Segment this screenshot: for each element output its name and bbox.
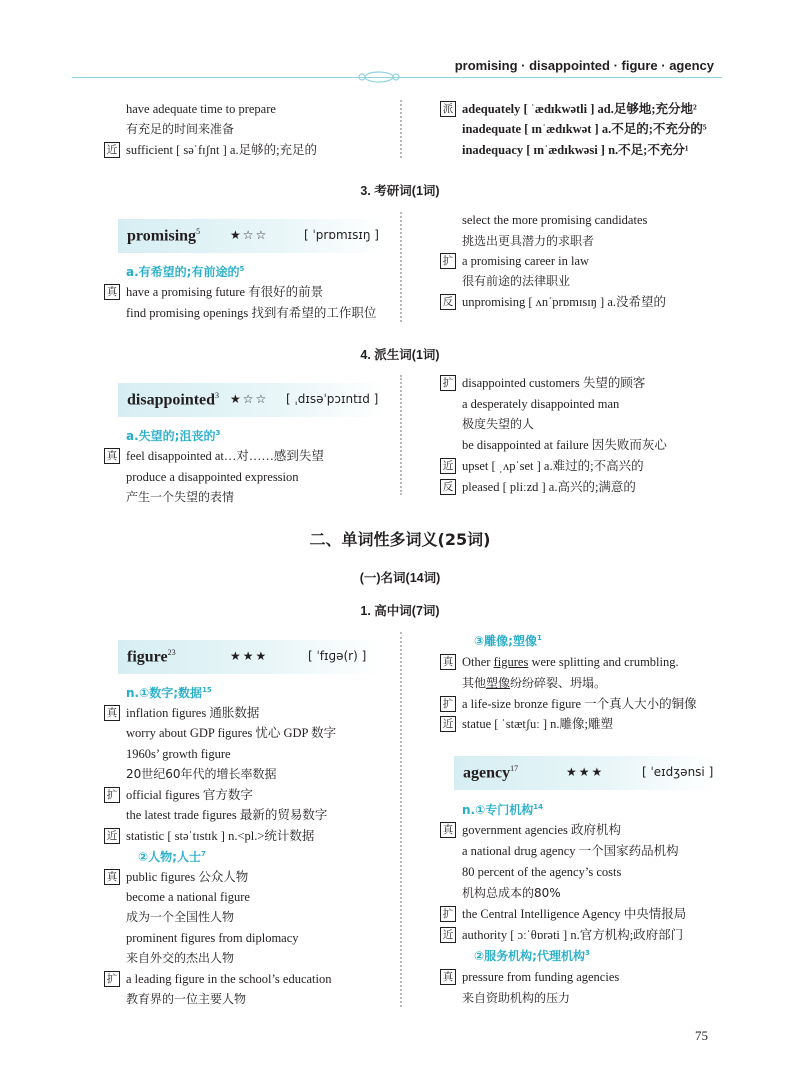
section-heading: 1. 高中词(7词) [360, 604, 440, 618]
example-line: pressure from funding agencies [462, 970, 620, 984]
headword: promising$^5$ [127, 227, 201, 245]
subsection-title: (一)名词(14词) [359, 571, 441, 585]
example-line: 产生一个失望的表情 [126, 490, 235, 504]
tag-real: 真 [104, 869, 120, 885]
sense-label: a.有希望的;有前途的$^5$ [126, 265, 245, 279]
antonym-line: unpromising [ ʌnˈprɒmɪsɪŋ ] a.没希望的 [462, 295, 667, 309]
synonym-line: sufficient [ səˈfɪʃnt ] a.足够的;充足的 [126, 143, 318, 157]
example-line: official figures 官方数字 [126, 788, 253, 802]
tag-extend: 扩 [440, 375, 456, 391]
example-line: find promising openings 找到有希望的工作职位 [126, 306, 377, 320]
headword: agency$^{17}$ [463, 764, 519, 782]
rating-stars: ★☆☆ [230, 228, 269, 242]
tag-derived: 派 [440, 101, 456, 117]
tag-real: 真 [440, 822, 456, 838]
sense-label: a.失望的;沮丧的$^3$ [126, 429, 221, 443]
column-divider [400, 212, 412, 322]
synonym-line: authority [ ɔːˈθɒrəti ] n.官方机构;政府部门 [462, 928, 684, 942]
text-line: have adequate time to prepare [126, 102, 276, 116]
synonym-line: statistic [ stəˈtɪstɪk ] n.<pl.>统计数据 [126, 829, 315, 843]
tag-real: 真 [104, 705, 120, 721]
entry-header-figure [118, 640, 380, 674]
column-divider [400, 100, 412, 158]
example-line: a leading figure in the school’s education [126, 972, 332, 986]
example-line: select the more promising candidates [462, 213, 648, 227]
derived-line: adequately [ ˈædɪkwətli ] ad.足够地;充分地² [462, 102, 697, 116]
phonetic: [ ˈprɒmɪsɪŋ ] [304, 228, 379, 242]
running-title: promising · disappointed · figure · agency [454, 58, 714, 73]
tag-near: 近 [104, 828, 120, 844]
tag-near: 近 [440, 716, 456, 732]
text-line: 有充足的时间来准备 [126, 122, 235, 136]
tag-near: 近 [104, 142, 120, 158]
tag-real: 真 [104, 448, 120, 464]
derived-line: inadequate [ ɪnˈædɪkwət ] a.不足的;不充分的⁵ [462, 122, 707, 136]
example-line: be disappointed at failure 因失败而灰心 [462, 438, 667, 452]
synonym-line: upset [ ˌʌpˈset ] a.难过的;不高兴的 [462, 459, 644, 473]
rating-stars: ★☆☆ [230, 392, 269, 406]
example-line: 来自外交的杰出人物 [126, 951, 235, 965]
example-line: government agencies 政府机构 [462, 823, 621, 837]
sense-label: ②人物;人士$^7$ [138, 850, 206, 864]
example-line: the Central Intelligence Agency 中央情报局 [462, 907, 687, 921]
tag-antonym: 反 [440, 479, 456, 495]
tag-extend: 扩 [440, 696, 456, 712]
example-line: become a national figure [126, 890, 250, 904]
example-line: 极度失望的人 [462, 417, 535, 431]
example-line: 80 percent of the agency’s costs [462, 865, 622, 879]
sense-label: ③雕像;塑像$^1$ [474, 634, 542, 648]
example-line: disappointed customers 失望的顾客 [462, 376, 646, 390]
example-line: prominent figures from diplomacy [126, 931, 299, 945]
example-line: a desperately disappointed man [462, 397, 620, 411]
page-number: 75 [695, 1028, 708, 1043]
phonetic: [ ˈeɪdʒənsi ] [642, 765, 714, 779]
tag-extend: 扩 [104, 787, 120, 803]
example-line: 教育界的一位主要人物 [126, 992, 247, 1006]
tag-extend: 扩 [440, 253, 456, 269]
example-line: worry about GDP figures 忧心 GDP 数字 [126, 726, 337, 740]
section-heading: 4. 派生词(1词) [360, 348, 440, 362]
phonetic: [ ˌdɪsəˈpɔɪntɪd ] [286, 392, 379, 406]
example-line: 20世纪60年代的增长率数据 [126, 767, 277, 781]
antonym-line: pleased [ pliːzd ] a.高兴的;满意的 [462, 480, 636, 494]
tag-real: 真 [104, 284, 120, 300]
example-line: the latest trade figures 最新的贸易数字 [126, 808, 328, 822]
part-title: 二、单词性多词义(25词) [309, 530, 491, 549]
column-divider [400, 375, 412, 495]
example-line: a life-size bronze figure 一个真人大小的铜像 [462, 697, 697, 711]
example-line: 挑选出更具潜力的求职者 [462, 234, 595, 248]
example-line: public figures 公众人物 [126, 870, 249, 884]
sense-label: n.①数字;数据$^{15}$ [126, 686, 212, 700]
example-line: 来自资助机构的压力 [462, 991, 571, 1005]
phonetic: [ ˈfɪɡə(r) ] [308, 649, 367, 663]
example-line: a national drug agency 一个国家药品机构 [462, 844, 679, 858]
example-line: Other figures were splitting and crumbling. [462, 655, 679, 669]
column-divider [400, 632, 412, 1007]
example-line: have a promising future 有很好的前景 [126, 285, 324, 299]
tag-near: 近 [440, 927, 456, 943]
tag-extend: 扩 [440, 906, 456, 922]
rating-stars: ★★★ [566, 765, 605, 779]
tag-antonym: 反 [440, 294, 456, 310]
synonym-line: statue [ ˈstætʃuː ] n.雕像;雕塑 [462, 717, 614, 731]
headword: disappointed$^3$ [127, 391, 220, 409]
header-ornament-icon [355, 70, 403, 84]
entry-header-disappointed [118, 383, 386, 417]
derived-line: inadequacy [ ɪnˈædɪkwəsi ] n.不足;不充分¹ [462, 143, 689, 157]
sense-label: ②服务机构;代理机构$^3$ [474, 949, 590, 963]
section-heading: 3. 考研词(1词) [360, 184, 440, 198]
headword: figure$^{23}$ [127, 648, 176, 666]
example-line: 很有前途的法律职业 [462, 274, 571, 288]
entry-header-promising [118, 219, 386, 253]
tag-near: 近 [440, 458, 456, 474]
rating-stars: ★★★ [230, 649, 269, 663]
tag-real: 真 [440, 654, 456, 670]
tag-real: 真 [440, 969, 456, 985]
example-line: 成为一个全国性人物 [126, 910, 235, 924]
example-line: produce a disappointed expression [126, 470, 299, 484]
example-line: 1960s’ growth figure [126, 747, 231, 761]
example-line: a promising career in law [462, 254, 590, 268]
tag-extend: 扩 [104, 971, 120, 987]
entry-header-agency [454, 756, 716, 790]
example-line: feel disappointed at…对……感到失望 [126, 449, 324, 463]
example-line: inflation figures 通胀数据 [126, 706, 260, 720]
example-line: 机构总成本的80% [462, 886, 561, 900]
example-line: 其他塑像纷纷碎裂、坍塌。 [462, 676, 607, 690]
sense-label: n.①专门机构$^{14}$ [462, 803, 544, 817]
